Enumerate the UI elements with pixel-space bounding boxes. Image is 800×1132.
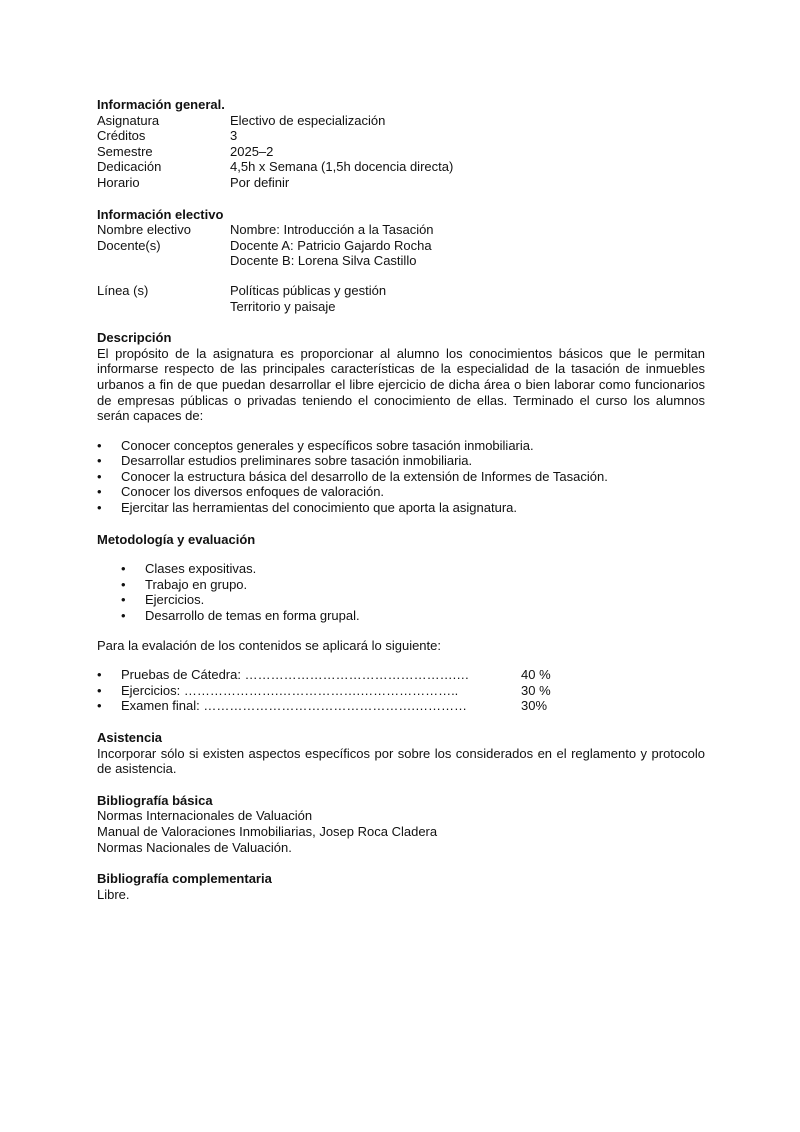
info-key: Semestre (97, 143, 153, 159)
docente-a: Docente A: Patricio Gajardo Rocha (230, 237, 432, 253)
bibliografia-basica-heading: Bibliografía básica (97, 792, 213, 808)
list-item: • Desarrollo de temas en forma grupal. (97, 608, 705, 624)
eval-intro: Para la evalación de los contenidos se aplicará lo siguiente: (97, 637, 441, 653)
docente-b: Docente B: Lorena Silva Castillo (230, 253, 417, 269)
info-key: Dedicación (97, 159, 162, 175)
descripcion-text: El propósito de la asignatura es proporcionar al alumno los conocimientos básicos que le permitan informarse respecto de las principales características de la especialidad de la tasación de inmuebles urbanos a fin de que puedan desarrollar el libre ejercicio de dicha área o bien laborar como funcionarios de empresas públicas o privadas teniendo el conocimiento de ellas. Terminado el curso los alumnos serán capaces de: (97, 345, 705, 424)
docentes-key: Docente(s) (97, 237, 161, 253)
electivo-name-row (97, 222, 705, 238)
info-key: Asignatura (97, 112, 160, 128)
eval-label: • Pruebas de Cátedra: ………………………………………….… (121, 667, 470, 683)
info-row (97, 144, 705, 160)
info-row (97, 175, 705, 191)
electivo-name-value: Nombre: Introducción a la Tasación (230, 222, 434, 238)
eval-percent: 30% (521, 698, 548, 714)
info-value: Electivo de especialización (230, 112, 386, 128)
eval-label: • Examen final: ………………………………………….………… (121, 698, 467, 714)
linea-1: Políticas públicas y gestión (230, 282, 387, 298)
eval-percent: 30 % (521, 682, 551, 698)
list-item: • Clases expositivas. (97, 561, 705, 577)
electivo-name-key: Nombre electivo (97, 222, 191, 238)
info-value: 4,5h x Semana (1,5h docencia directa) (230, 159, 454, 175)
document-page (97, 97, 705, 902)
list-item: • Conocer los diversos enfoques de valoración. (97, 484, 705, 500)
info-electivo-heading: Información electivo (97, 206, 224, 222)
docentes-row (97, 238, 705, 254)
eval-percent: 40 % (521, 667, 551, 683)
info-value: 3 (230, 128, 238, 144)
list-item: • Desarrollar estudios preliminares sobre tasación inmobiliaria. (97, 453, 705, 469)
asistencia-text: Incorporar sólo si existen aspectos específicos por sobre los considerados en el reglamento y protocolo de asistencia. (97, 745, 705, 777)
list-item: • Conocer la estructura básica del desarrollo de la extensión de Informes de Tasación. (97, 469, 705, 485)
info-row (97, 159, 705, 175)
info-general-table (97, 113, 705, 191)
metodologia-heading: Metodología y evaluación (97, 531, 256, 547)
asistencia-heading: Asistencia (97, 730, 163, 745)
bibliografia-item: Manual de Valoraciones Inmobiliarias, Josep Roca Cladera (97, 823, 438, 839)
metodologia-list (97, 561, 705, 623)
info-key: Créditos (97, 128, 146, 144)
linea-2: Territorio y paisaje (230, 298, 336, 314)
list-item: • Ejercicios. (97, 592, 705, 608)
linea-key: Línea (s) (97, 282, 149, 298)
list-item: • Trabajo en grupo. (97, 577, 705, 593)
linea-row (97, 283, 705, 299)
info-row (97, 128, 705, 144)
bibliografia-item: Normas Nacionales de Valuación. (97, 839, 292, 855)
descripcion-list (97, 438, 705, 516)
bibliografia-complementaria-text: Libre. (97, 886, 130, 902)
docentes-row-2 (97, 253, 705, 269)
info-value: Por definir (230, 174, 290, 190)
eval-item (97, 683, 705, 699)
info-key: Horario (97, 174, 140, 190)
info-row (97, 113, 705, 129)
eval-item (97, 698, 705, 714)
linea-row-2 (97, 299, 705, 315)
info-general-heading: Información general. (97, 97, 225, 112)
eval-item (97, 667, 705, 683)
bibliografia-complementaria-heading: Bibliografía complementaria (97, 871, 272, 887)
list-item: • Ejercitar las herramientas del conocimiento que aporta la asignatura. (97, 500, 705, 516)
info-value: 2025–2 (230, 143, 274, 159)
list-item: • Conocer conceptos generales y específicos sobre tasación inmobiliaria. (97, 438, 705, 454)
eval-list (97, 667, 705, 714)
bibliografia-item: Normas Internacionales de Valuación (97, 808, 313, 824)
eval-label: • Ejercicios: ………………….……………….………………….. (121, 682, 459, 698)
descripcion-heading: Descripción (97, 330, 172, 346)
